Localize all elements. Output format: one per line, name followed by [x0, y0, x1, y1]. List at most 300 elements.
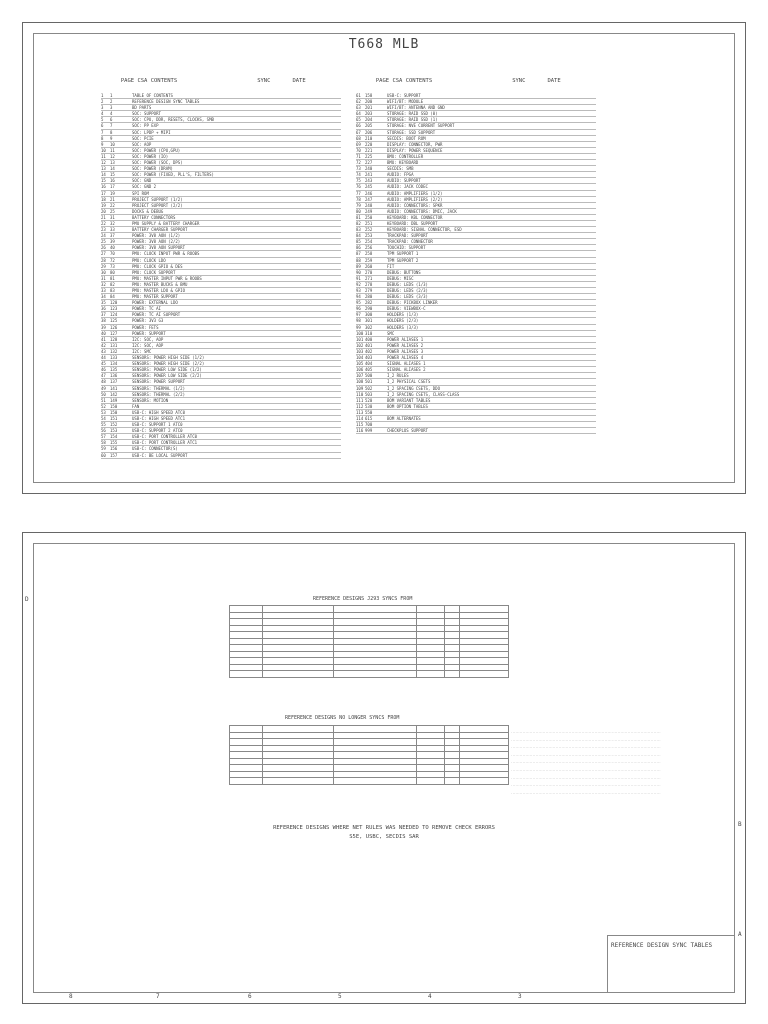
toc-sync: [262, 331, 304, 336]
toc-sync: [262, 93, 304, 98]
toc-page: 94: [356, 294, 361, 300]
toc-csa: 205: [365, 123, 373, 129]
toc-contents: POWER: 3V3 G3: [132, 318, 164, 324]
toc-date: [304, 294, 334, 299]
toc-csa: 245: [365, 184, 373, 190]
toc-date: [304, 355, 334, 360]
syncs-from-table: [229, 605, 509, 678]
toc-sync: [517, 117, 559, 122]
toc-sync: [517, 130, 559, 135]
toc-page: 8: [101, 135, 104, 141]
toc-date: [559, 215, 589, 220]
toc-date: [559, 117, 589, 122]
toc-csa: 280: [365, 294, 373, 300]
toc-sync: [262, 111, 304, 116]
toc-page: 50: [101, 391, 106, 397]
toc-contents: CHECKPLUS SUPPORT: [387, 428, 428, 434]
toc-date: [559, 422, 589, 427]
toc-sync: [262, 446, 304, 451]
toc-date: [559, 306, 589, 311]
toc-contents: AUDIO: SUPPORT: [387, 178, 421, 184]
toc-page: 32: [101, 281, 106, 287]
toc-date: [559, 111, 589, 116]
toc-csa: 246: [365, 190, 373, 196]
toc-csa: 73: [110, 263, 115, 269]
toc-page: 99: [356, 324, 361, 330]
toc-date: [304, 276, 334, 281]
toc-right-rows: [356, 93, 596, 434]
sync-table-cell: [445, 778, 460, 785]
toc-contents: TPM SUPPORT 1: [387, 251, 419, 257]
toc-sync: [262, 136, 304, 141]
toc-csa: 302: [365, 324, 373, 330]
toc-csa: 241: [365, 172, 373, 178]
toc-page: 21: [101, 214, 106, 220]
toc-date: [304, 379, 334, 384]
sync-table-cell: [262, 671, 333, 678]
toc-contents: I_2 SPACING CSETS, CLASS-CLASS: [387, 391, 460, 397]
toc-csa: 135: [110, 367, 118, 373]
toc-sync: [262, 386, 304, 391]
toc-csa: 520: [365, 397, 373, 403]
toc-page: 15: [101, 178, 106, 184]
toc-date: [559, 398, 589, 403]
toc-page: 90: [356, 269, 361, 275]
toc-date: [559, 282, 589, 287]
toc-sync: [517, 373, 559, 378]
toc-contents: BATTERY CONNECTORS: [132, 214, 176, 220]
toc-date: [304, 184, 334, 189]
toc-sync: [517, 379, 559, 384]
toc-page: 88: [356, 257, 361, 263]
toc-page: 116: [356, 428, 364, 434]
toc-page: 14: [101, 172, 106, 178]
toc-date: [559, 331, 589, 336]
toc-sync: [262, 154, 304, 159]
toc-contents: AUDIO: CONNECTORS: SPKR: [387, 202, 443, 208]
toc-sync: [262, 184, 304, 189]
toc-page: 53: [101, 409, 106, 415]
toc-sync: [517, 172, 559, 177]
toc-page: 115: [356, 422, 364, 428]
toc-date: [559, 312, 589, 317]
toc-date: [304, 258, 334, 263]
toc-csa: 154: [110, 434, 118, 440]
toc-sync: [262, 233, 304, 238]
toc-date: [559, 160, 589, 165]
toc-sync: [517, 392, 559, 397]
toc-csa: 124: [110, 312, 118, 318]
toc-sync: [262, 373, 304, 378]
toc-contents: AUDIO: JACK CODEC: [387, 184, 428, 190]
column-label: 6: [248, 993, 252, 1000]
toc-page: 71: [356, 153, 361, 159]
toc-date: [559, 300, 589, 305]
toc-date: [559, 191, 589, 196]
toc-contents: SOC: CPU, DDR, RESETS, CLOCKS, SMB: [132, 117, 214, 123]
toc-date: [304, 398, 334, 403]
toc-contents: [387, 422, 517, 427]
toc-date: [304, 410, 334, 415]
toc-date: [559, 361, 589, 366]
toc-sync: [262, 117, 304, 122]
toc-csa: 403: [365, 355, 373, 361]
toc-contents: SOC: POWER (DRAM): [132, 166, 173, 172]
toc-contents: DISPLAY: CONNECTOR, PWR: [387, 141, 443, 147]
toc-page: 114: [356, 415, 364, 421]
toc-page: 97: [356, 312, 361, 318]
toc-contents: SPI ROM: [132, 190, 149, 196]
toc-contents: REFERENCE DESIGN SYNC TABLES: [132, 99, 200, 105]
sync-table-cell: [230, 778, 263, 785]
toc-sync: [517, 251, 559, 256]
toc-page: 46: [101, 367, 106, 373]
toc-contents: SENSORS: POWER SUPPORT: [132, 379, 185, 385]
toc-page: 51: [101, 397, 106, 403]
toc-contents: USB-C: PORT CONTROLLER ATC1: [132, 440, 198, 446]
toc-page: 84: [356, 233, 361, 239]
toc-contents: WIFI/BT: ANTENNA AND GND: [387, 105, 445, 111]
toc-contents: DEBUG: VIEWBOX-C: [387, 306, 426, 312]
toc-date: [559, 343, 589, 348]
toc-date: [304, 361, 334, 366]
toc-sync: [517, 306, 559, 311]
toc-contents: HOLDERS (2/3): [387, 318, 419, 324]
toc-sync: [517, 160, 559, 165]
toc-sync: [262, 160, 304, 165]
toc-date: [304, 288, 334, 293]
toc-page: 26: [101, 245, 106, 251]
toc-csa: 32: [110, 220, 115, 226]
toc-page: 3: [101, 105, 104, 111]
toc-csa: 136: [110, 373, 118, 379]
toc-sync: [517, 184, 559, 189]
toc-contents: KEYBOARD: KBL CONNECTOR: [387, 214, 443, 220]
toc-contents: PMU: MASTER INPUT PWR & ROOBS: [132, 275, 202, 281]
toc-page: 38: [101, 318, 106, 324]
toc-contents: WIFI/BT: MODULE: [387, 99, 424, 105]
toc-date: [304, 264, 334, 269]
toc-contents: SOC: POWER (IO): [132, 153, 169, 159]
toc-page: 40: [101, 330, 106, 336]
toc-sync: [262, 355, 304, 360]
toc-sync: [262, 294, 304, 299]
toc-sync: [262, 416, 304, 421]
toc-sync: [517, 300, 559, 305]
toc-sync: [262, 148, 304, 153]
toc-sync: [517, 148, 559, 153]
toc-page: 10: [101, 147, 106, 153]
toc-date: [559, 233, 589, 238]
toc-contents: USB-C: SUPPORT: [387, 93, 421, 98]
toc-date: [559, 379, 589, 384]
toc-csa: 19: [110, 190, 115, 196]
toc-date: [559, 392, 589, 397]
toc-page: 59: [101, 446, 106, 452]
toc-contents: FAN: [132, 403, 140, 409]
toc-date: [559, 318, 589, 323]
toc-page: 34: [101, 294, 106, 300]
toc-sync: [517, 105, 559, 110]
toc-date: [304, 392, 334, 397]
toc-contents: SOC: AOP: [132, 141, 152, 147]
toc-csa: 10: [110, 141, 115, 147]
toc-contents: POWER: TC AI SUPPORT: [132, 312, 181, 318]
toc-page: 43: [101, 348, 106, 354]
toc-csa: 227: [365, 160, 373, 166]
toc-date: [559, 428, 589, 433]
toc-csa: 84: [110, 294, 115, 300]
toc-page: 60: [101, 452, 106, 458]
toc-date: [304, 349, 334, 354]
toc-sync: [517, 239, 559, 244]
toc-date: [559, 136, 589, 141]
toc-date: [559, 251, 589, 256]
toc-sync: [517, 142, 559, 147]
toc-contents: DEBUG: PICKBOX LINKER: [387, 300, 438, 306]
toc-contents: PMU: MASTER BUCKS & BMU: [132, 281, 188, 287]
toc-contents: SENSORS: POWER HIGH SIDE (1/2): [132, 355, 205, 361]
toc-sync: [262, 428, 304, 433]
toc-page: 45: [101, 361, 106, 367]
toc-contents: SOC: PP EXP: [132, 123, 159, 129]
toc-contents: POWER: 3V8 AON (1/2): [132, 233, 181, 239]
toc-contents: POWER ALIASES 4: [387, 355, 424, 361]
toc-csa: 137: [110, 379, 118, 385]
toc-sync: [262, 440, 304, 445]
toc-contents: DEBUG: BUTTONS: [387, 269, 421, 275]
sync-table-cell: [417, 778, 445, 785]
page-title: T668 MLB: [348, 37, 420, 52]
toc-sync: [262, 172, 304, 177]
toc-contents: KEYBOARD: SIGNAL CONNECTOR, ESD: [387, 227, 462, 233]
toc-sync: [517, 233, 559, 238]
toc-date: [559, 93, 589, 98]
toc-sync: [517, 361, 559, 366]
toc-page: 112: [356, 403, 364, 409]
toc-contents: TRACKPAD: SUPPORT: [387, 233, 428, 239]
title-block: [607, 935, 735, 993]
toc-page: 9: [101, 141, 104, 147]
toc-csa: 251: [365, 220, 373, 226]
toc-contents: BMU: KEYBOARD: [387, 160, 419, 166]
toc-sync: [262, 191, 304, 196]
sheet-2-frame: [22, 532, 746, 1004]
toc-date: [559, 294, 589, 299]
toc-page: 105: [356, 361, 364, 367]
toc-date: [304, 428, 334, 433]
toc-sync: [517, 209, 559, 214]
toc-date: [304, 331, 334, 336]
toc-csa: 131: [110, 342, 118, 348]
toc-date: [304, 233, 334, 238]
toc-csa: 123: [110, 306, 118, 312]
toc-page: 80: [356, 208, 361, 214]
toc-page: 27: [101, 251, 106, 257]
toc-csa: 200: [365, 99, 373, 105]
toc-contents: SENSORS: THERMAL (1/2): [132, 385, 185, 391]
toc-sync: [262, 300, 304, 305]
toc-contents: USB-C: PORT CONTROLLER ATC0: [132, 434, 198, 440]
toc-csa: 400: [365, 336, 373, 342]
toc-sync: [517, 288, 559, 293]
toc-sync: [262, 337, 304, 342]
toc-date: [304, 434, 334, 439]
toc-csa: 210: [365, 135, 373, 141]
toc-sync: [262, 258, 304, 263]
toc-date: [559, 148, 589, 153]
toc-contents: SOC: SUPPORT: [132, 111, 161, 117]
toc-sync: [517, 178, 559, 183]
toc-contents: SECDIS: SMB: [387, 166, 414, 172]
toc-page: 82: [356, 220, 361, 226]
toc-page: 6: [101, 123, 104, 129]
toc-contents: POWER: EXTERNAL LDO: [132, 300, 178, 306]
toc-date: [304, 160, 334, 165]
toc-csa: 120: [110, 300, 118, 306]
toc-date: [304, 318, 334, 323]
toc-sync: [262, 227, 304, 232]
toc-page: 24: [101, 233, 106, 239]
toc-sync: [517, 245, 559, 250]
toc-page: 101: [356, 336, 364, 342]
toc-date: [304, 270, 334, 275]
toc-csa: 249: [365, 208, 373, 214]
sync-table-cell: [417, 671, 445, 678]
zone-label-d: D: [25, 596, 29, 603]
toc-date: [559, 288, 589, 293]
toc-date: [304, 221, 334, 226]
toc-sync: [262, 178, 304, 183]
toc-date: [304, 136, 334, 141]
toc-csa: 270: [365, 269, 373, 275]
toc-page: 100: [356, 330, 364, 336]
toc-csa: 151: [110, 415, 118, 421]
toc-contents: POWER ALIASES 2: [387, 342, 424, 348]
toc-date: [304, 367, 334, 372]
toc-date: [304, 373, 334, 378]
toc-contents: SIGNAL ALIASES 2: [387, 367, 426, 373]
toc-page: 57: [101, 434, 106, 440]
toc-page: 33: [101, 288, 106, 293]
toc-page: 107: [356, 373, 364, 379]
toc-csa: 225: [365, 153, 373, 159]
toc-sync: [262, 422, 304, 427]
toc-date: [559, 386, 589, 391]
toc-page: 58: [101, 440, 106, 446]
toc-contents: DEBUG: MISC: [387, 275, 414, 281]
toc-contents: SOC: POWER (SOC, DPS): [132, 160, 183, 166]
toc-csa: 37: [110, 233, 115, 239]
toc-contents: USB-C: SUPPORT 2 ATC0: [132, 428, 183, 434]
toc-csa: 7: [110, 123, 113, 129]
toc-date: [559, 239, 589, 244]
zone-label-a: A: [738, 931, 742, 938]
toc-csa: 142: [110, 391, 118, 397]
toc-csa: 70: [110, 251, 115, 257]
toc-sync: [262, 105, 304, 110]
toc-csa: 17: [110, 184, 115, 190]
toc-csa: 404: [365, 361, 373, 367]
toc-contents: PMU: MASTER LDO & GPIO: [132, 288, 185, 293]
toc-contents: HOLDERS (3/3): [387, 324, 419, 330]
toc-date: [304, 312, 334, 317]
toc-page: 61: [356, 93, 361, 98]
toc-contents: I_2 SPACING CSETS, DDO: [387, 385, 440, 391]
toc-sync: [262, 379, 304, 384]
toc-date: [304, 197, 334, 202]
toc-csa: 503: [365, 391, 373, 397]
toc-csa: 999: [365, 428, 373, 434]
toc-contents: SIGNAL ALIASES 1: [387, 361, 426, 367]
toc-page: 30: [101, 269, 106, 275]
toc-csa: 156: [110, 446, 118, 452]
toc-csa: 157: [110, 452, 118, 458]
toc-page: 54: [101, 415, 106, 421]
toc-contents: TOUCHID: SUPPORT: [387, 245, 426, 251]
toc-csa: 15: [110, 172, 115, 178]
toc-sync: [517, 197, 559, 202]
toc-csa: 39: [110, 239, 115, 245]
sync-table-cell: [334, 778, 417, 785]
toc-sync: [262, 130, 304, 135]
toc-date: [304, 453, 334, 458]
toc-sync: [262, 276, 304, 281]
toc-contents: I2C: SOC, AOP: [132, 336, 164, 342]
toc-page: 11: [101, 153, 106, 159]
toc-contents: SOC: GND 2: [132, 184, 157, 190]
toc-contents: DISPLAY: POWER SEQUENCE: [387, 147, 443, 153]
toc-contents: PROJECT SUPPORT (1/2): [132, 196, 183, 202]
toc-contents: DEBUG: LEDS (1/3): [387, 281, 428, 287]
toc-sync: [517, 282, 559, 287]
toc-sync: [262, 361, 304, 366]
toc-page: 28: [101, 257, 106, 263]
toc-csa: 254: [365, 239, 373, 245]
toc-left-table: [101, 69, 341, 459]
toc-csa: 300: [365, 312, 373, 318]
toc-sync: [517, 367, 559, 372]
toc-csa: 152: [110, 422, 118, 428]
toc-sync: [517, 349, 559, 354]
toc-date: [559, 209, 589, 214]
toc-date: [559, 355, 589, 360]
toc-page: 83: [356, 227, 361, 233]
toc-csa: 127: [110, 330, 118, 336]
toc-date: [559, 154, 589, 159]
toc-sync: [262, 282, 304, 287]
toc-csa: 3: [110, 105, 113, 111]
toc-row: [101, 453, 341, 459]
toc-csa: 133: [110, 355, 118, 361]
toc-page: 92: [356, 281, 361, 287]
toc-contents: SENSORS: POWER LOW SIDE (1/2): [132, 367, 202, 373]
toc-contents: SOC: PCIE: [132, 135, 154, 141]
toc-sync: [517, 404, 559, 409]
toc-contents: USB-C: BE LOCAL SUPPORT: [132, 452, 188, 458]
sync-table-cell: [445, 671, 460, 678]
toc-sync: [517, 99, 559, 104]
toc-sync: [517, 276, 559, 281]
sync-table-row: [230, 778, 509, 785]
rules-note: [23, 824, 745, 842]
toc-page: 75: [356, 178, 361, 184]
toc-csa: 402: [365, 348, 373, 354]
toc-contents: BMU: CONTROLLER: [387, 153, 424, 159]
toc-date: [559, 337, 589, 342]
toc-csa: 40: [110, 245, 115, 251]
title-block-title: REFERENCE DESIGN SYNC TABLES: [611, 942, 713, 949]
